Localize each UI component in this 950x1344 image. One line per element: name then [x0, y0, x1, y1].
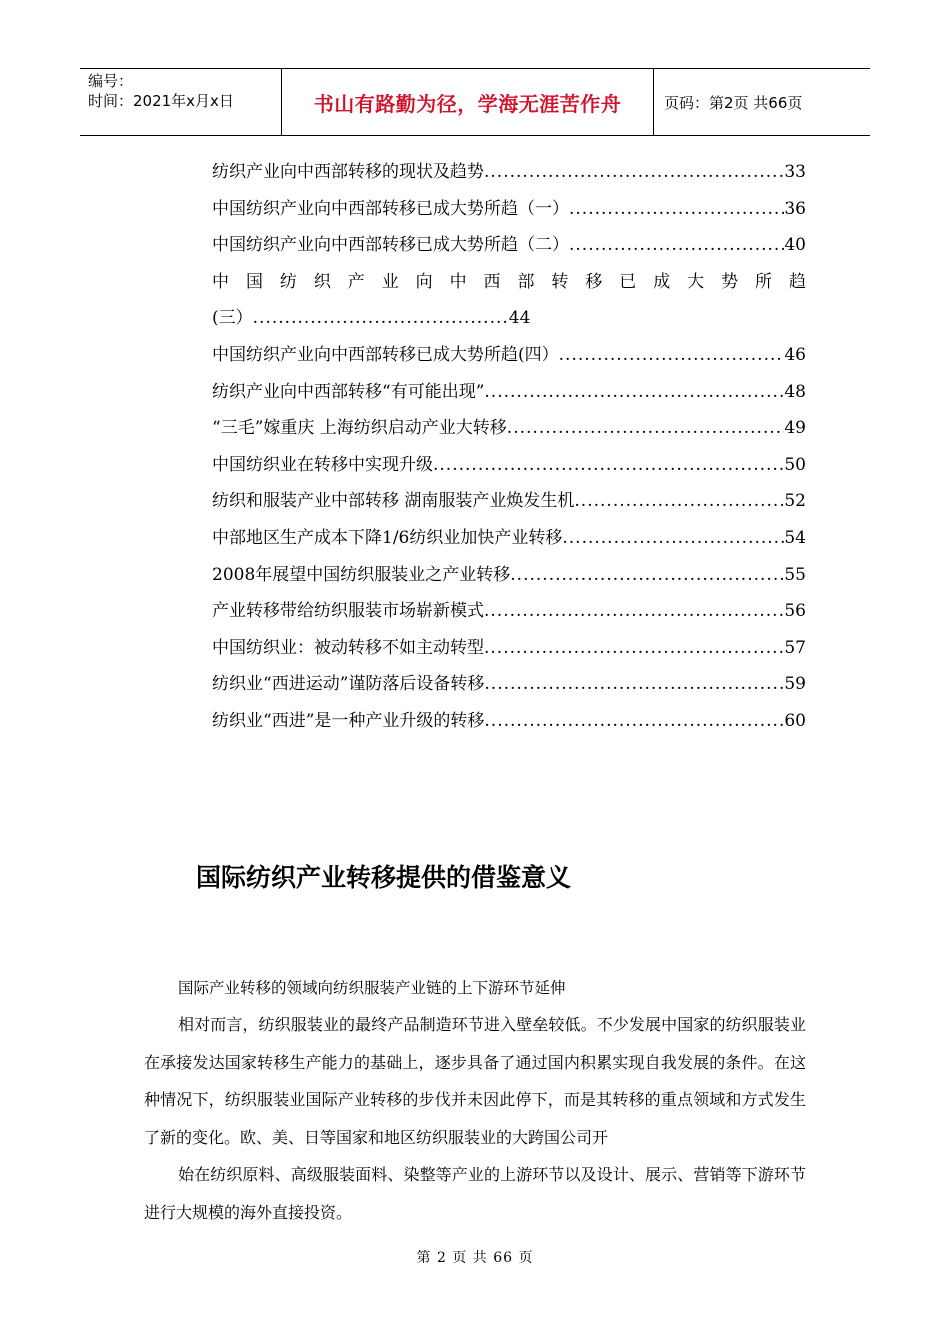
- toc-entry-title: 纺织业“西进”是一种产业升级的转移: [212, 710, 485, 731]
- toc-leader-dots: [510, 557, 784, 594]
- toc-entry-page: 40: [784, 235, 806, 256]
- toc-entry-title: 纺织产业向中西部转移的现状及趋势: [212, 162, 484, 182]
- toc-entry-char: 趋: [788, 271, 806, 292]
- toc-entry-char: 所: [755, 271, 772, 292]
- toc-leader-dots: [569, 227, 784, 264]
- toc-entry-page: 33: [784, 162, 806, 182]
- body-paragraph: 相对而言，纺织服装业的最终产品制造环节进入壁垒较低。不少发展中国家的纺织服装业在承接发达国家转移生产能力的基础上，逐步具备了通过国内积累实现自我发展的条件。在这种情况下，纺织服装业国际产业转移的步伐并未因此停下，而是其转移的重点领域和方式发生了新的变化。欧、美、日等国家和地区纺织服装业的大跨国公司开: [144, 1015, 806, 1147]
- toc-entry[interactable]: [212, 191, 806, 228]
- toc-entry-char: 织: [313, 271, 331, 292]
- toc-entry-title: 产业转移带给纺织服装市场崭新模式: [212, 601, 484, 622]
- toc-leader-dots: [484, 630, 784, 667]
- toc-entry-char: 转: [551, 271, 569, 292]
- toc-leader-dots: [484, 666, 784, 703]
- toc-leader-dots: [559, 337, 785, 374]
- toc-entry-title: 中国纺织产业向中西部转移已成大势所趋（二）: [212, 235, 569, 256]
- toc-entry[interactable]: [212, 374, 806, 411]
- toc-entry-char: 向: [415, 271, 433, 292]
- header-motto: 书山有路勤为径，学海无涯苦作舟: [313, 91, 622, 116]
- toc-entry-title: 纺织产业向中西部转移“有可能出现”: [212, 381, 485, 402]
- toc-entry-title: (三）: [212, 308, 253, 329]
- toc-entry-title: 2008年展望中国纺织服装业之产业转移: [212, 564, 511, 585]
- toc-entry-page: 44: [508, 308, 531, 329]
- toc-leader-dots: [569, 191, 784, 228]
- toc-leader-dots: [574, 483, 784, 520]
- toc-entry-char: 移: [585, 271, 603, 292]
- toc-entry[interactable]: [212, 337, 806, 374]
- toc-leader-dots: [562, 520, 784, 557]
- toc-leader-dots: [484, 703, 784, 740]
- header-page-info: 页码：第2页 共66页: [664, 93, 803, 112]
- toc-entry-page: 46: [784, 344, 806, 365]
- toc-leader-dots: [507, 410, 785, 447]
- toc-entry-page: 48: [784, 381, 806, 402]
- toc-entry-page: 57: [784, 637, 806, 658]
- toc-entry-char: 纺: [279, 271, 297, 292]
- section-body: [144, 1006, 806, 1231]
- toc-entry-title: 纺织业“西进运动”谨防落后设备转移: [212, 674, 485, 695]
- toc-leader-dots: [484, 374, 784, 411]
- toc-entry-page: 56: [784, 601, 806, 622]
- toc-entry-page: 49: [784, 418, 806, 439]
- toc-entry-page: 55: [784, 564, 806, 585]
- toc-entry-page: 36: [784, 198, 806, 219]
- page-header: [80, 68, 870, 136]
- header-motto-cell: [282, 69, 654, 135]
- toc-entry-char: 部: [517, 271, 535, 292]
- toc-entry-title: 中国纺织业在转移中实现升级: [212, 454, 433, 475]
- number-label: 编号：: [88, 72, 134, 90]
- toc-entry-line: [212, 300, 806, 337]
- toc-entry[interactable]: [212, 520, 806, 557]
- toc-entry-char: 大: [687, 271, 705, 292]
- toc-leader-dots: [484, 154, 784, 191]
- table-of-contents: [212, 154, 806, 740]
- toc-entry-char: 中: [449, 271, 467, 292]
- toc-entry-title: 中国纺织业：被动转移不如主动转型: [212, 637, 484, 658]
- header-meta: [80, 69, 282, 135]
- toc-entry-page: 52: [784, 491, 806, 512]
- toc-entry-char: 中: [212, 271, 229, 292]
- toc-leader-dots: ........................................: [252, 308, 509, 329]
- toc-leader-dots: [484, 593, 784, 630]
- toc-entry[interactable]: [212, 630, 806, 667]
- toc-entry[interactable]: [212, 703, 806, 740]
- toc-entry-page: 59: [784, 674, 806, 695]
- toc-entry[interactable]: [212, 483, 806, 520]
- toc-entry-title: 中国纺织产业向中西部转移已成大势所趋（一）: [212, 198, 569, 219]
- toc-entry-char: 国: [245, 271, 263, 292]
- toc-entry-page: 60: [784, 710, 806, 731]
- toc-entry-char: 成: [653, 271, 671, 292]
- toc-leader-dots: [433, 447, 784, 484]
- toc-entry-line: [212, 264, 806, 301]
- toc-entry-title: 中部地区生产成本下降1/6纺织业加快产业转移: [212, 527, 563, 548]
- toc-entry[interactable]: [212, 410, 806, 447]
- toc-entry-title: 纺织和服装产业中部转移 湖南服装产业焕发生机: [212, 491, 575, 512]
- body-paragraph: 始在纺织原料、高级服装面料、染整等产业的上游环节以及设计、展示、营销等下游环节进行大规模的海外直接投资。: [144, 1165, 806, 1222]
- toc-entry[interactable]: [212, 264, 806, 337]
- toc-entry-page: 50: [784, 454, 806, 475]
- toc-entry-char: 产: [347, 271, 365, 292]
- toc-entry-char: 势: [721, 271, 739, 292]
- toc-entry-page: 54: [784, 527, 806, 548]
- toc-entry-char: 已: [619, 271, 637, 292]
- toc-entry[interactable]: [212, 447, 806, 484]
- toc-entry[interactable]: [212, 666, 806, 703]
- page-footer: 第 2 页 共 66 页: [416, 1250, 534, 1266]
- toc-entry-title: “三毛”嫁重庆 上海纺织启动产业大转移: [212, 418, 507, 439]
- toc-entry[interactable]: [212, 557, 806, 594]
- toc-entry[interactable]: [212, 227, 806, 264]
- toc-entry[interactable]: [212, 593, 806, 630]
- toc-entry-char: 业: [381, 271, 399, 292]
- toc-entry[interactable]: [212, 154, 806, 191]
- time-label: 时间：2021年x月x日: [88, 92, 234, 110]
- section-title: 国际纺织产业转移提供的借鉴意义: [196, 863, 572, 892]
- toc-entry-title: 中国纺织产业向中西部转移已成大势所趋(四）: [212, 344, 559, 365]
- toc-entry-char: 西: [483, 271, 501, 292]
- section-subheading: 国际产业转移的领域向纺织服装产业链的上下游环节延伸: [178, 979, 566, 997]
